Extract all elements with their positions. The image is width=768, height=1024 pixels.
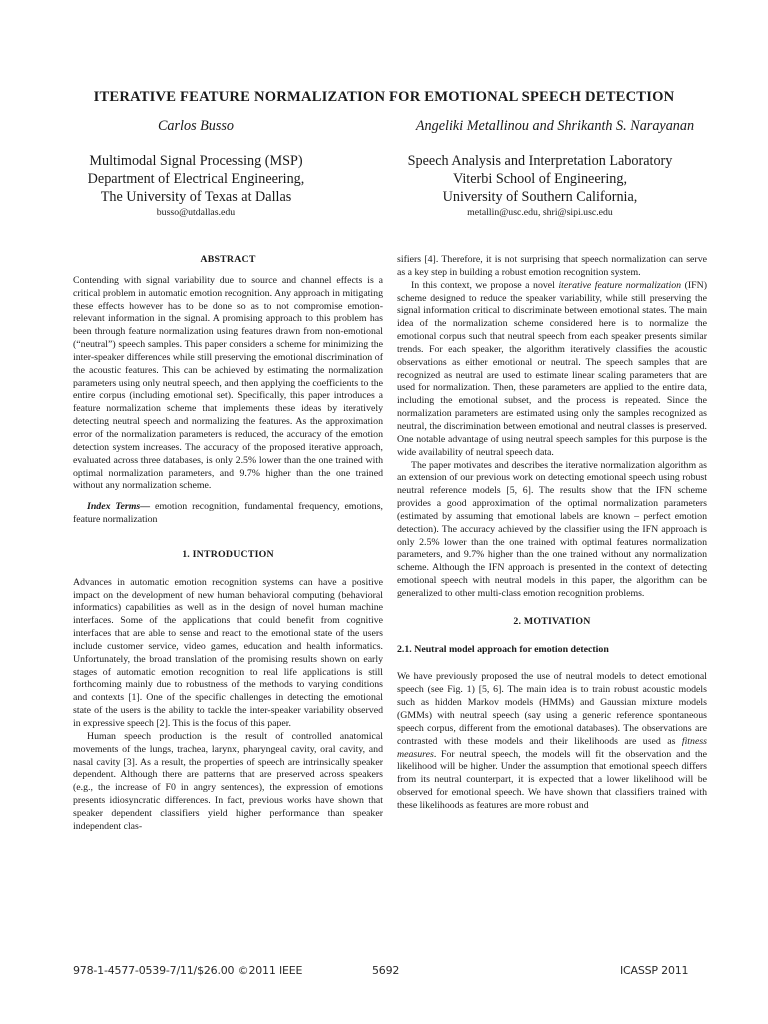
footer-isbn: 978-1-4577-0539-7/11/$26.00 ©2011 IEEE xyxy=(73,964,303,977)
introduction-heading: 1. INTRODUCTION xyxy=(182,548,274,560)
paper-title: ITERATIVE FEATURE NORMALIZATION FOR EMOTIONAL SPEECH DETECTION xyxy=(93,89,675,105)
footer-page-number: 5692 xyxy=(372,964,400,977)
emphasized-term: fitness measures xyxy=(397,735,707,760)
paragraph-text: (IFN) scheme designed to reduce the speaker variability, while still preserving the signal information critical to discriminate between emotional states. The main idea of the normalization scheme considered here is to normalize the emotional corpus such that neutral speech from each speaker presents similar trends. For each speaker, the algorithm iteratively classifies the acoustic observations as either emotional or neutral. The speech samples that are recognized as neutral are used to estimate linear scaling parameters that are used for normalization. Then, these parameters are applied to the entire data, including the emotional subset, and the process is repeated. Since the normalization parameters are estimated using only the samples recognized as neutral, the discrimination between emotional and neutral classes is preserved. One notable advantage of using neutral speech samples for this purpose is the wide availability of neutral speech data. xyxy=(397,279,708,458)
footer-venue: ICASSP 2011 xyxy=(620,964,689,977)
author-right-email: metallin@usc.edu, shri@sipi.usc.edu xyxy=(467,207,613,218)
introduction-paragraph: Advances in automatic emotion recognition systems can have a positive impact on the development of new human behavioral computing (behavioral informatics) capabilities as well as in the design of novel human machine interfaces. Some of the applications that could benefit from cognitive interfaces that are able to sense and react to the emotional state of the users include customer service, video games, education and health informatics. Unfortunately, the broad translation of the promising results shown on early stages of automatic emotion recognition to real life applications is still forthcoming mainly due to robustness of the methods to varying conditions and contexts [1]. One of the specific challenges in detecting the emotional state of the users is the ability to tackle the inter-speaker variability observed in expressive speech [2]. This is the focus of this paper. xyxy=(73,576,383,729)
affiliation-line: The University of Texas at Dallas xyxy=(100,189,292,205)
affiliation-line: Speech Analysis and Interpretation Laboratory xyxy=(407,153,673,169)
author-right-name: Angeliki Metallinou and Shrikanth S. Narayanan xyxy=(415,118,695,134)
abstract-text: Contending with signal variability due to source and channel effects is a critical problem in automatic emotion recognition. Any approach in mitigating these effects however has to be done so as to not compromise emotion-relevant information in the signal. A promising approach to this problem has been through feature normalization using features drawn from non-emotional (“neutral”) speech samples. This paper considers a scheme for minimizing the inter-speaker differences while still preserving the emotional discrimination of the acoustic features. This can be achieved by estimating the normalization parameters using only neutral speech, and then applying the coefficients to the entire corpus (including emotional set). Specifically, this paper introduces a feature normalization scheme that implements these ideas by iteratively detecting neutral speech and normalizing the features. As the approximation error of the normalization parameters is reduced, the accuracy of the emotion detection system increases. The accuracy of the proposed iterative approach, evaluated across three databases, is only 2.5% lower than the one trained with optimal normalization parameters, and 9.7% higher than the one trained without any normalization scheme. xyxy=(73,274,383,492)
paragraph-text: We have previously proposed the use of neutral models to detect emotional speech (see Fig. 1) [5, 6]. The main idea is to train robust acoustic models such as hidden Markov models (HMMs) and Gaussian mixture models (GMMs) with neutral speech (say using a generic reference spontaneous speech corpus, different from the emotional databases). The observations are contrasted with these models and their likelihoods are used as xyxy=(397,671,707,747)
author-left-email: busso@utdallas.edu xyxy=(156,207,236,218)
index-terms-text: emotion recognition, fundamental frequency, emotions, feature normalization xyxy=(73,501,383,526)
right-column xyxy=(397,254,707,813)
emphasized-term: iterative feature normalization xyxy=(558,279,682,291)
motivation-heading: 2. MOTIVATION xyxy=(513,615,591,627)
affiliation-line: Multimodal Signal Processing (MSP) xyxy=(89,153,303,169)
affiliation-line: Viterbi School of Engineering, xyxy=(452,171,628,187)
affiliation-line: University of Southern California, xyxy=(442,189,638,205)
index-terms xyxy=(73,501,383,527)
paragraph-text: In this context, we propose a novel xyxy=(411,279,559,291)
body-paragraph xyxy=(397,671,707,812)
author-left-affiliation xyxy=(46,152,346,206)
author-left-name: Carlos Busso xyxy=(157,118,235,134)
index-terms-label: Index Terms— xyxy=(87,501,151,513)
subsection-heading: 2.1. Neutral model approach for emotion detection xyxy=(397,643,609,655)
paragraph-text: . For neutral speech, the models will fit the observation and the likelihood will be higher. Under the assumption that emotional speech differs from its neutral counterpart, it is expected that a lower likelihood will be observed for emotional speech. We have shown that classifiers trained with these likelihoods as features are more robust and xyxy=(397,748,707,811)
body-paragraph: The paper motivates and describes the iterative normalization algorithm as an extension of our previous work on detecting emotional speech using robust neutral reference models [5, 6]. The results show that the IFN scheme provides a good approximation of the optimal normalization parameters (estimated by assuming that emotional labels are known – perfect emotion detection). The accuracy achieved by the classifier using the IFN approach is only 2.5% lower than the one trained with optimal features normalization parameters, and 9.7% higher than the one trained without any normalization scheme. Although the IFN approach is presented in the context of detecting emotional speech with neutral models in this paper, the algorithm can be generalized to other multi-class emotion recognition problems. xyxy=(397,459,707,599)
abstract-heading: ABSTRACT xyxy=(200,254,256,265)
body-paragraph: sifiers [4]. Therefore, it is not surprising that speech normalization can serve as a key step in building a robust emotion recognition system. xyxy=(397,254,707,278)
left-column xyxy=(73,254,383,834)
affiliation-line: Department of Electrical Engineering, xyxy=(87,171,305,187)
author-right-affiliation xyxy=(380,152,700,206)
body-paragraph xyxy=(397,280,707,460)
introduction-paragraph: Human speech production is the result of controlled anatomical movements of the lungs, trachea, larynx, pharyngeal cavity, oral cavity, and nasal cavity [3]. As a result, the properties of speech are intrinsically speaker dependent. Although there are patterns that are preserved across speakers (e.g., the increase of F0 in angry sentences), the expression of emotions presents idiosyncratic differences. In fact, previous works have shown that speaker dependent classifiers yield higher performance than speaker independent clas- xyxy=(73,730,383,832)
